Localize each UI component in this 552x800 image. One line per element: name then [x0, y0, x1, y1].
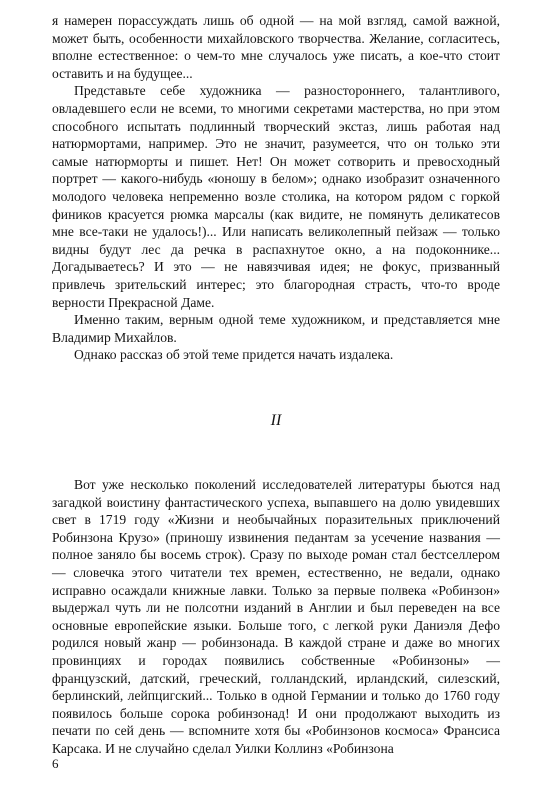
paragraph: Вот уже несколько поколений исследователей литературы бьются над загадкой воистину фантастического успеха, выпавшего на долю увидевших свет в 1719 году «Жизни и необычайных поразительных приключений Робинзона Крузо» (приношу извинения педантам за усечение названия — полное заняло бы восемь строк). Сразу по выходе роман стал бестселлером — словечка этого читатели тех времен, естественно, не ведали, однако исправно осаждали книжные лавки. Только за первые полвека «Робинзон» выдержал чуть ли не полсотни изданий в Англии и был переведен на все основные европейские языки. Больше того, с легкой руки Даниэля Дефо родился новый жанр — робинзонада. В каждой стране и даже во многих провинциях и городах появились собственные «Робинзоны» — французский, датский, греческий, голландский, ирландский, силезский, берлинский, лейпцигский... Только в одной Германии и только до 1760 году появилось больше сорока робинзонад! И они продолжают выходить из печати по сей день — вспомните хотя бы «Робинзонов космоса» Франсиса Карсака. И не случайно сделал Уилки Коллинз «Робинзона [52, 477, 500, 756]
body-text-bottom [52, 476, 500, 758]
paragraph: Однако рассказ об этой теме придется начать издалека. [74, 347, 394, 363]
body-text-top [52, 12, 500, 364]
section-heading: II [270, 412, 282, 429]
page-number: 6 [52, 756, 59, 771]
paragraph: я намерен порассуждать лишь об одной — на мой взгляд, самой важной, может быть, особенности михайловского творчества. Желание, согласитесь, вполне естественное: о чем-то мне случалось уже писать, а кое-что стоит оставить и на будущее... [52, 13, 500, 81]
paragraph: Именно таким, верным одной теме художником, и представляется мне Владимир Михайлов. [52, 312, 500, 345]
paragraph: Представьте себе художника — разностороннего, талантливого, овладевшего если не всеми, то многими секретами мастерства, но при этом способного испытать подлинный творческий экстаз, лишь работая над натюрмортами, например. Это не значит, разумеется, что он только эти самые натюрморты и пишет. Нет! Он может сотворить и превосходный портрет — какого-нибудь «юношу в белом»; однако изобразит означенного молодого человека непременно возле столика, на котором рядом с горкой фиников красуется рюмка марсалы (как видите, не помянуть деликатесов мне все-таки не удалось!)... Или написать великолепный пейзаж — только видны будут лес да речка в распахнутое окно, а на подоконнике... Догадываетесь? И это — не навязчивая идея; не фокус, призванный привлечь зрительский интерес; это благородная страсть, что-то вроде верности Прекрасной Даме. [52, 83, 500, 310]
